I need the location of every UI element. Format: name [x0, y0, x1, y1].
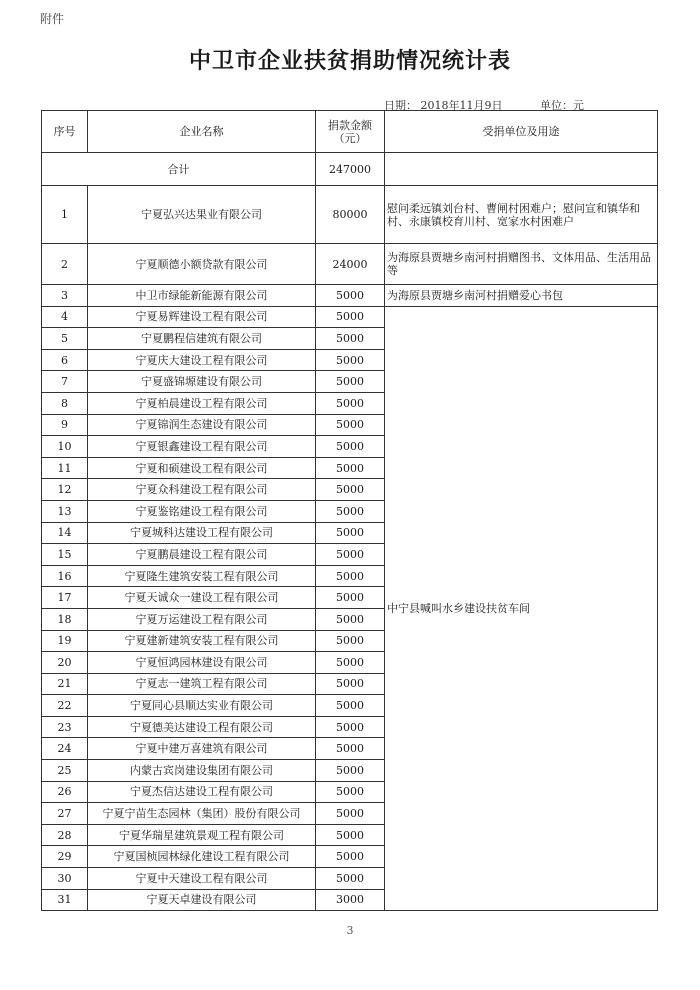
- company-name: 宁夏志一建筑工程有限公司: [88, 673, 316, 695]
- row-number: 10: [42, 436, 88, 458]
- row-number: 14: [42, 522, 88, 544]
- company-name: 宁夏弘兴达果业有限公司: [88, 186, 316, 244]
- donation-amount: 5000: [316, 630, 385, 652]
- row-number: 11: [42, 457, 88, 479]
- row-number: 18: [42, 608, 88, 630]
- row-number: 3: [42, 285, 88, 307]
- row-number: 21: [42, 673, 88, 695]
- page-number: 3: [346, 924, 354, 937]
- row-number: 19: [42, 630, 88, 652]
- row-number: 28: [42, 824, 88, 846]
- donation-amount: 5000: [316, 479, 385, 501]
- company-name: 宁夏众科建设工程有限公司: [88, 479, 316, 501]
- row-number: 9: [42, 414, 88, 436]
- donation-amount: 5000: [316, 673, 385, 695]
- page-title: 中卫市企业扶贫捐助情况统计表: [188, 49, 511, 74]
- row-number: 23: [42, 716, 88, 738]
- company-name: 宁夏锦润生态建设有限公司: [88, 414, 316, 436]
- company-name: 宁夏德美达建设工程有限公司: [88, 716, 316, 738]
- donation-amount: 5000: [316, 608, 385, 630]
- donation-amount: 5000: [316, 328, 385, 350]
- donation-amount: 5000: [316, 824, 385, 846]
- header-no: 序号: [42, 111, 88, 153]
- donation-amount: 5000: [316, 587, 385, 609]
- row-number: 8: [42, 392, 88, 414]
- row-number: 17: [42, 587, 88, 609]
- donation-amount: 5000: [316, 846, 385, 868]
- donation-amount: 5000: [316, 738, 385, 760]
- donation-amount: 5000: [316, 544, 385, 566]
- company-name: 宁夏和硕建设工程有限公司: [88, 457, 316, 479]
- row-number: 1: [42, 186, 88, 244]
- donation-amount: 5000: [316, 803, 385, 825]
- company-name: 宁夏杰信达建设工程有限公司: [88, 781, 316, 803]
- donation-amount: 5000: [316, 760, 385, 782]
- donation-amount: 5000: [316, 716, 385, 738]
- company-name: 宁夏城科达建设工程有限公司: [88, 522, 316, 544]
- total-label: 合计: [42, 153, 316, 186]
- donation-amount: 5000: [316, 565, 385, 587]
- donation-amount: 5000: [316, 414, 385, 436]
- recipient-use: 为海原县贾塘乡南河村捐赠爱心书包: [385, 285, 658, 307]
- company-name: 宁夏鹏晨建设工程有限公司: [88, 544, 316, 566]
- row-number: 29: [42, 846, 88, 868]
- donation-amount: 5000: [316, 371, 385, 393]
- company-name: 宁夏华瑞星建筑景观工程有限公司: [88, 824, 316, 846]
- company-name: 宁夏顺德小额贷款有限公司: [88, 244, 316, 285]
- row-number: 22: [42, 695, 88, 717]
- donation-amount: 5000: [316, 457, 385, 479]
- company-name: 宁夏鹏程信建筑有限公司: [88, 328, 316, 350]
- row-number: 4: [42, 306, 88, 328]
- header-company: 企业名称: [88, 111, 316, 153]
- donation-amount: 24000: [316, 244, 385, 285]
- donation-amount: 80000: [316, 186, 385, 244]
- row-number: 31: [42, 889, 88, 911]
- donation-amount: 5000: [316, 285, 385, 307]
- total-amount: 247000: [316, 153, 385, 186]
- attachment-label: 附件: [40, 12, 65, 26]
- total-row: [42, 153, 658, 186]
- row-number: 26: [42, 781, 88, 803]
- unit-text: 单位：元: [540, 99, 584, 112]
- row-number: 25: [42, 760, 88, 782]
- company-name: 宁夏盛锦塬建设有限公司: [88, 371, 316, 393]
- donation-amount: 5000: [316, 436, 385, 458]
- total-use-empty: [385, 153, 658, 186]
- company-name: 宁夏建新建筑安装工程有限公司: [88, 630, 316, 652]
- row-number: 13: [42, 500, 88, 522]
- company-name: 宁夏易辉建设工程有限公司: [88, 306, 316, 328]
- row-number: 15: [42, 544, 88, 566]
- merged-recipient-use: 中宁县喊叫水乡建设扶贫车间: [385, 306, 658, 911]
- donation-amount: 5000: [316, 500, 385, 522]
- company-name: 宁夏隆生建筑安装工程有限公司: [88, 565, 316, 587]
- row-number: 7: [42, 371, 88, 393]
- company-name: 宁夏恒鸿园林建设有限公司: [88, 652, 316, 674]
- company-name: 宁夏柏晨建设工程有限公司: [88, 392, 316, 414]
- company-name: 宁夏中天建设工程有限公司: [88, 868, 316, 890]
- recipient-use: 慰问柔远镇刘台村、曹闸村困难户；慰问宣和镇华和村、永康镇校育川村、宽家水村困难户: [385, 186, 658, 244]
- table-row: [42, 186, 658, 244]
- row-number: 5: [42, 328, 88, 350]
- donation-amount: 5000: [316, 781, 385, 803]
- row-number: 24: [42, 738, 88, 760]
- recipient-use: 为海原县贾塘乡南河村捐赠图书、文体用品、生活用品等: [385, 244, 658, 285]
- donation-amount: 5000: [316, 392, 385, 414]
- row-number: 16: [42, 565, 88, 587]
- company-name: 宁夏同心县顺达实业有限公司: [88, 695, 316, 717]
- company-name: 宁夏庆大建设工程有限公司: [88, 349, 316, 371]
- company-name: 中卫市绿能新能源有限公司: [88, 285, 316, 307]
- donation-amount: 3000: [316, 889, 385, 911]
- row-number: 2: [42, 244, 88, 285]
- company-name: 内蒙古宾岗建设集团有限公司: [88, 760, 316, 782]
- header-amount: 捐款金额（元）: [316, 111, 385, 153]
- table-row: [42, 306, 658, 328]
- donation-table: [41, 110, 658, 911]
- row-number: 12: [42, 479, 88, 501]
- donation-amount: 5000: [316, 695, 385, 717]
- header-use: 受捐单位及用途: [385, 111, 658, 153]
- company-name: 宁夏国桢园林绿化建设工程有限公司: [88, 846, 316, 868]
- table-row: [42, 244, 658, 285]
- table-header-row: [42, 111, 658, 153]
- company-name: 宁夏中建万喜建筑有限公司: [88, 738, 316, 760]
- row-number: 6: [42, 349, 88, 371]
- company-name: 宁夏宁苗生态园林（集团）股份有限公司: [88, 803, 316, 825]
- table-row: [42, 285, 658, 307]
- company-name: 宁夏鉴铭建设工程有限公司: [88, 500, 316, 522]
- company-name: 宁夏银鑫建设工程有限公司: [88, 436, 316, 458]
- row-number: 27: [42, 803, 88, 825]
- company-name: 宁夏天卓建设有限公司: [88, 889, 316, 911]
- donation-amount: 5000: [316, 652, 385, 674]
- donation-amount: 5000: [316, 868, 385, 890]
- donation-amount: 5000: [316, 349, 385, 371]
- row-number: 30: [42, 868, 88, 890]
- company-name: 宁夏万运建设工程有限公司: [88, 608, 316, 630]
- donation-amount: 5000: [316, 306, 385, 328]
- row-number: 20: [42, 652, 88, 674]
- donation-amount: 5000: [316, 522, 385, 544]
- company-name: 宁夏天诚众一建设工程有限公司: [88, 587, 316, 609]
- date-text: 日期： 2018年11月9日: [384, 99, 503, 112]
